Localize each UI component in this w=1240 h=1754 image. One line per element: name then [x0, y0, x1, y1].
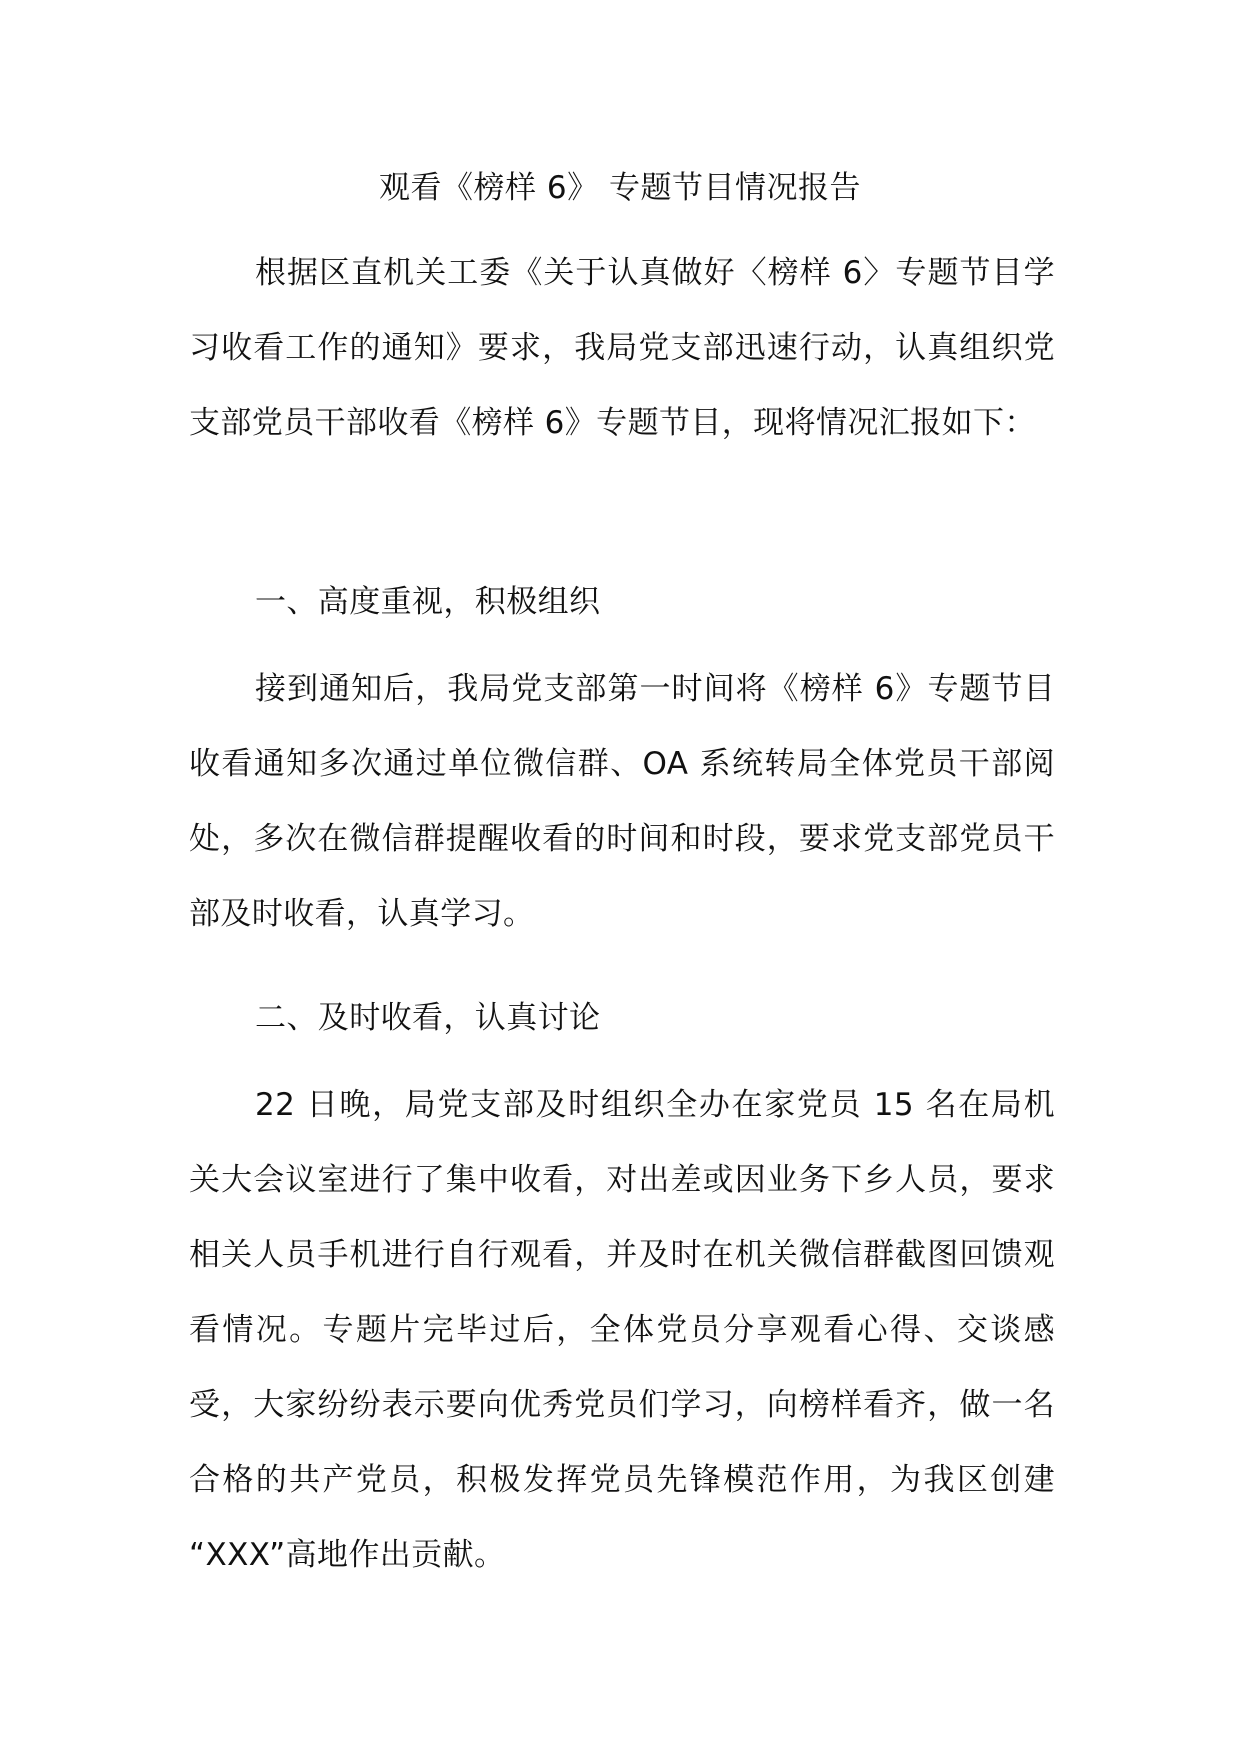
section-2-paragraph: 22 日晚，局党支部及时组织全办在家党员 15 名在局机关大会议室进行了集中收看，对出差或因业务下乡人员，要求相关人员手机进行自行观看，并及时在机关微信群截图回馈观看情况。专题片完毕过后，全体党员分享观看心得、交谈感受，大家纷纷表示要向优秀党员们学习，向榜样看齐，做一名合格的共产党员，积极发挥党员先锋模范作用，为我区创建 “XXX”高地作出贡献。 — [189, 1087, 1055, 1573]
intro-paragraph: 根据区直机关工委《关于认真做好〈榜样 6〉专题节目学习收看工作的通知》要求，我局党支部迅速行动，认真组织党支部党员干部收看《榜样 6》专题节目，现将情况汇报如下： — [189, 255, 1055, 441]
section-1-paragraph: 接到通知后，我局党支部第一时间将《榜样 6》专题节目收看通知多次通过单位微信群、OA 系统转局全体党员干部阅处，多次在微信群提醒收看的时间和时段，要求党支部党员干部及时收看，认真学习。 — [189, 671, 1055, 932]
section-2-heading: 二、及时收看，认真讨论 — [255, 1000, 601, 1036]
document-title: 观看《榜样 6》 专题节目情况报告 — [379, 170, 861, 206]
section-1-heading: 一、高度重视，积极组织 — [255, 584, 601, 620]
